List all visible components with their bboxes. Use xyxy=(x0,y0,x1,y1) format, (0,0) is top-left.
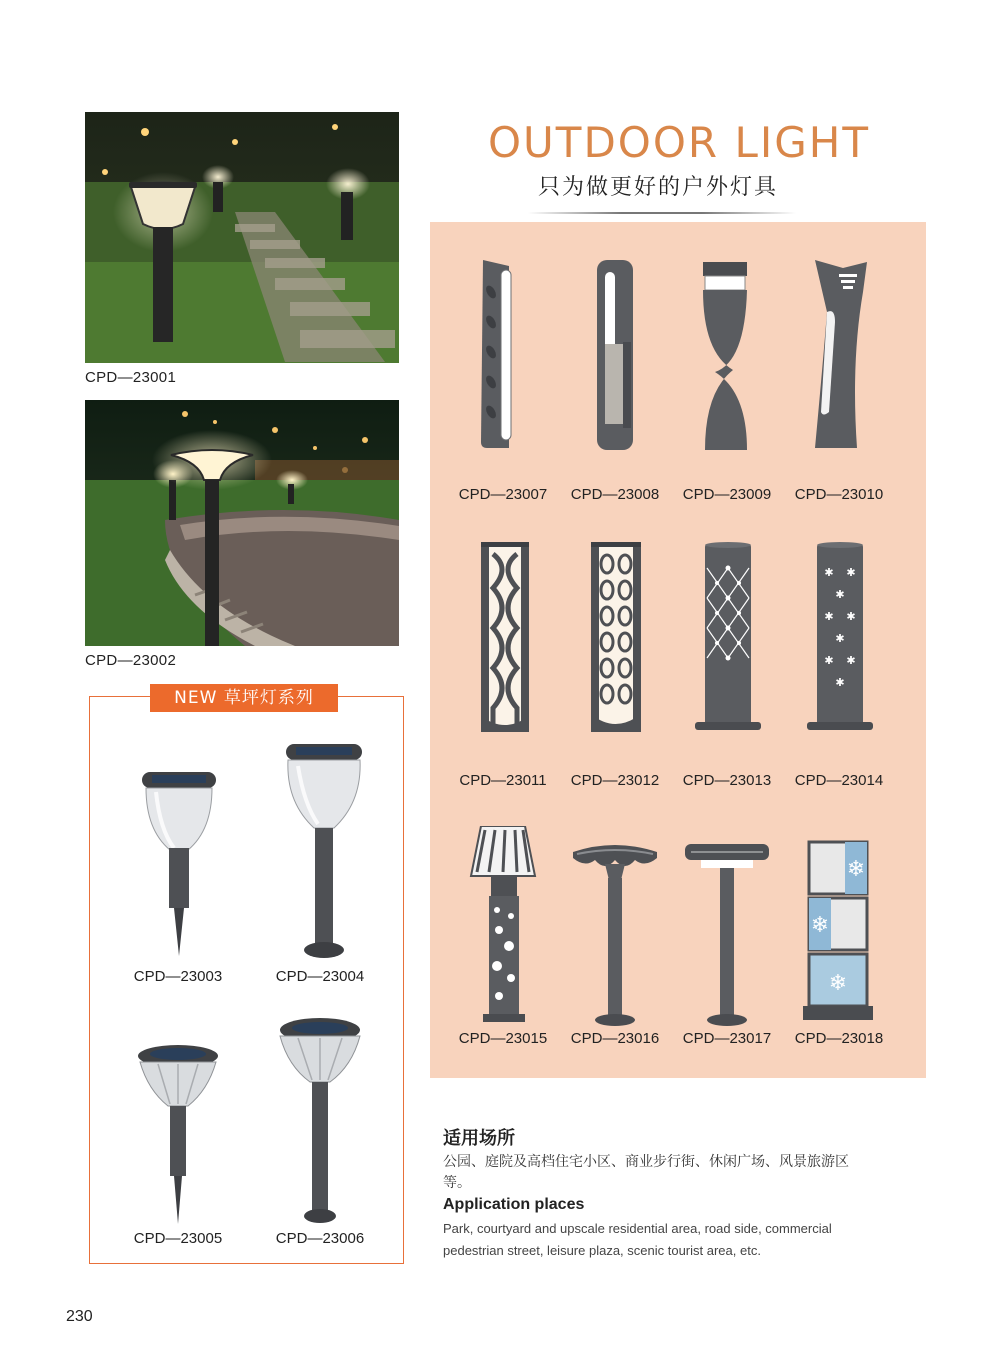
svg-text:✱: ✱ xyxy=(835,676,845,689)
product-item-23009 xyxy=(671,252,783,512)
page-title: OUTDOOR LIGHT xyxy=(488,118,871,167)
product-label: CPD—23015 xyxy=(458,1030,548,1047)
svg-text:✱: ✱ xyxy=(835,632,845,645)
product-item-23008 xyxy=(559,252,671,512)
product-item-23012 xyxy=(559,538,671,798)
svg-text:✱: ✱ xyxy=(846,654,856,667)
new-product-23005 xyxy=(108,1044,248,1294)
product-item-23013 xyxy=(671,538,783,798)
product-label: CPD—23017 xyxy=(682,1030,772,1047)
svg-text:✱: ✱ xyxy=(846,610,856,623)
bollard-light-image xyxy=(783,252,895,452)
application-heading-en: Application places xyxy=(443,1196,585,1213)
product-label: CPD—23003 xyxy=(133,968,223,985)
product-label: CPD—23014 xyxy=(794,772,884,789)
product-catalog-panel xyxy=(430,222,926,1078)
title-divider xyxy=(528,212,796,214)
product-label: CPD—23018 xyxy=(794,1030,884,1047)
bollard-light-image xyxy=(559,252,671,452)
product-label: CPD—23004 xyxy=(275,968,365,985)
bollard-light-image xyxy=(559,538,671,738)
product-item-23011 xyxy=(447,538,559,798)
bollard-light-image xyxy=(447,252,559,452)
solar-lawn-light-image xyxy=(250,742,390,962)
bollard-light-image xyxy=(671,538,783,738)
bollard-light-image xyxy=(783,840,895,1030)
photo-caption-23001: CPD—23001 xyxy=(85,369,177,386)
solar-lawn-light-image xyxy=(108,770,248,960)
page-number: 230 xyxy=(66,1308,93,1325)
product-item-23015 xyxy=(447,826,559,1086)
svg-text:❄: ❄ xyxy=(810,913,830,938)
svg-text:✱: ✱ xyxy=(835,588,845,601)
svg-text:✱: ✱ xyxy=(824,610,834,623)
product-item-23007 xyxy=(447,252,559,512)
page-subtitle: 只为做更好的户外灯具 xyxy=(538,175,779,200)
solar-lawn-light-image xyxy=(250,1016,390,1228)
product-item-23018 xyxy=(783,840,895,1100)
new-series-tag: NEW 草坪灯系列 xyxy=(150,684,338,712)
new-product-23003 xyxy=(108,770,248,1020)
product-item-23010 xyxy=(783,252,895,512)
bollard-light-image xyxy=(447,826,559,1026)
application-text-en: Park, courtyard and upscale residential area, road side, commercial pedestrian street, leisure plaza, scenic tourist area, etc. xyxy=(443,1221,832,1258)
product-item-23017 xyxy=(671,840,783,1100)
photo-caption-23002: CPD—23002 xyxy=(85,652,177,669)
product-label: CPD—23011 xyxy=(459,772,547,789)
application-text-cn: 公园、庭院及高档住宅小区、商业步行街、休闲广场、风景旅游区等。 xyxy=(443,1154,849,1191)
bollard-light-image xyxy=(671,840,783,1030)
svg-text:❄: ❄ xyxy=(828,971,848,996)
bollard-light-image xyxy=(783,538,895,738)
product-item-23016 xyxy=(559,840,671,1100)
product-label: CPD—23008 xyxy=(570,486,660,503)
bollard-light-image xyxy=(447,538,559,738)
application-heading-cn: 适用场所 xyxy=(443,1128,515,1149)
product-label: CPD—23013 xyxy=(682,772,772,789)
product-label: CPD—23009 xyxy=(682,486,772,503)
svg-text:❄: ❄ xyxy=(846,857,866,882)
svg-text:✱: ✱ xyxy=(824,654,834,667)
product-photo-23002 xyxy=(85,400,399,646)
product-label: CPD—23012 xyxy=(570,772,660,789)
solar-lawn-light-image xyxy=(108,1044,248,1229)
bollard-light-image xyxy=(559,840,671,1030)
new-product-23006 xyxy=(250,1016,390,1266)
product-label: CPD—23010 xyxy=(794,486,884,503)
bollard-light-image xyxy=(671,252,783,452)
product-label: CPD—23007 xyxy=(458,486,548,503)
product-item-23014 xyxy=(783,538,895,798)
product-label: CPD—23006 xyxy=(275,1230,365,1247)
new-product-23004 xyxy=(250,742,390,992)
svg-text:✱: ✱ xyxy=(846,566,856,579)
product-label: CPD—23005 xyxy=(133,1230,223,1247)
product-label: CPD—23016 xyxy=(570,1030,660,1047)
svg-text:✱: ✱ xyxy=(824,566,834,579)
product-photo-23001 xyxy=(85,112,399,363)
